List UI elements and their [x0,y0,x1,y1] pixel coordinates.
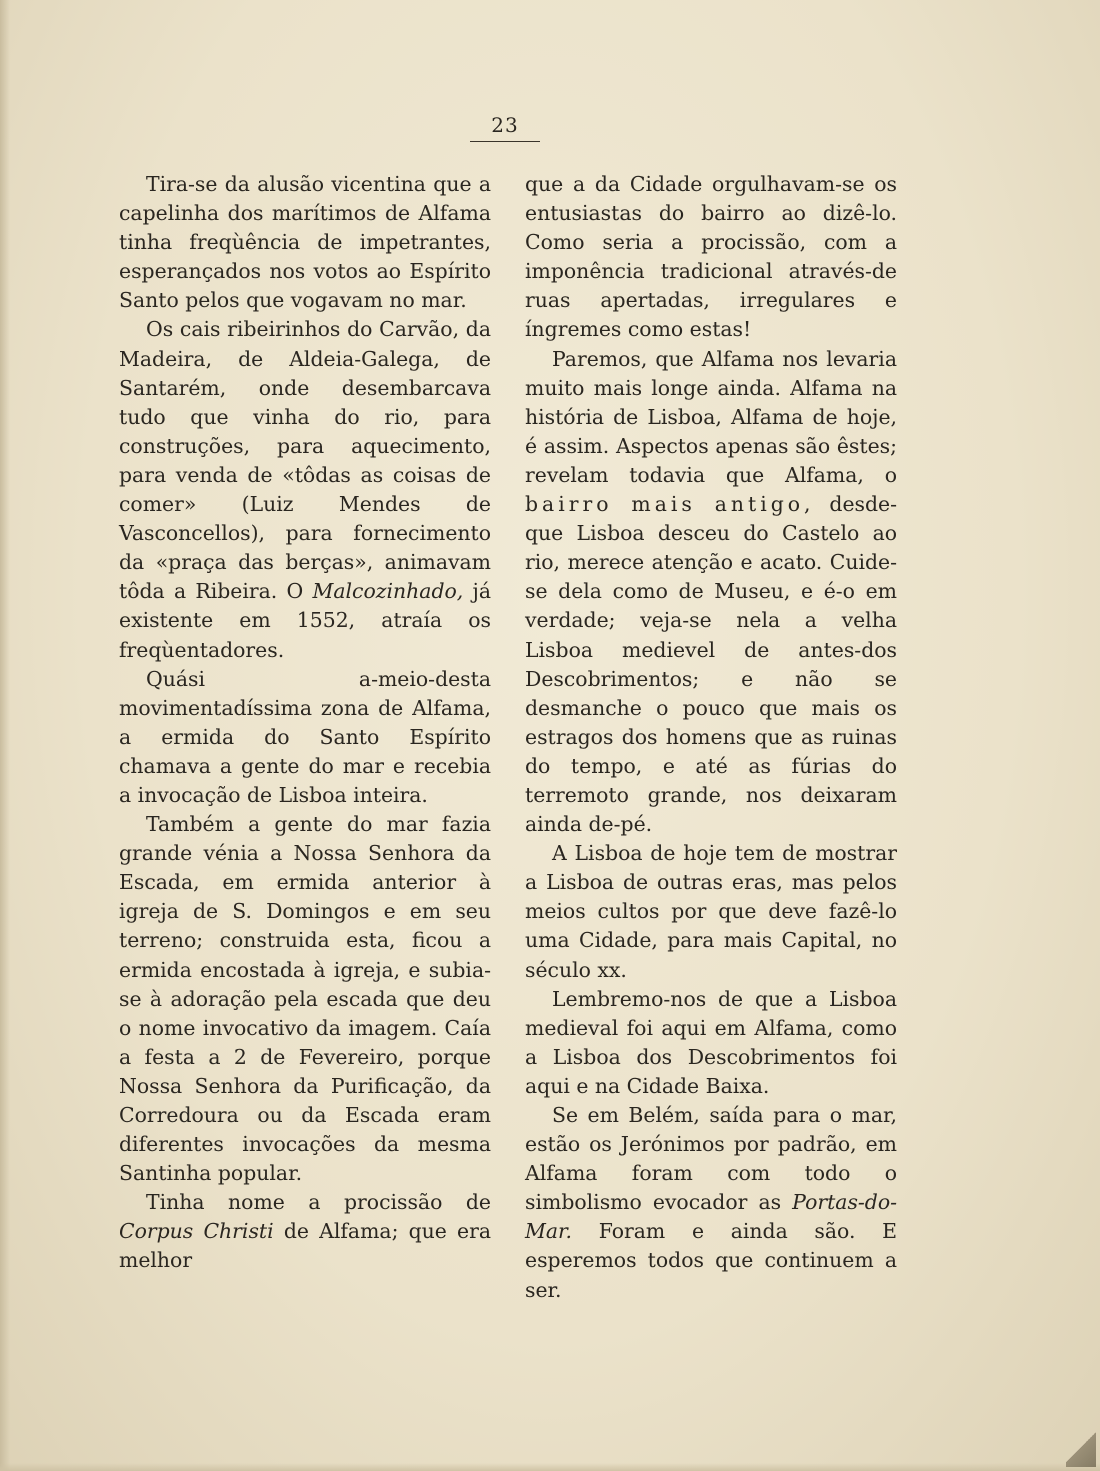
text-run: Tinha nome a procissão de [146,1190,491,1215]
text-run: Paremos, que Alfama nos levaria muito mais longe ainda. Alfama na história de Lisboa, Alfama de hoje, é assim. Aspectos apenas são êstes; revelam todavia que Alfama, o [525,346,897,487]
italic-term: Malcozinhado, [312,579,464,604]
page-edge-shadow [0,0,10,1471]
spaced-emphasis: bairro mais antigo, [525,492,815,517]
text-run: desde-que Lisboa desceu do Castelo ao rio, merece atenção e acato. Cuide-se dela como de Museu, e é-o em verdade; veja-se nela a velha Lisboa medievel de antes-dos Descobrimentos; e não se desmanche o pouco que mais os estragos dos homens que as ruinas do tempo, e até as fúrias do terremoto grande, nos deixaram ainda de-pé. [525,492,897,837]
paragraph: A Lisboa de hoje tem de mostrar a Lisboa de outras eras, mas pelos meios cultos por que deve fazê-lo uma Cidade, para mais Capital, no século xx. [525,841,897,982]
paragraph: Quási a-meio-desta movimentadíssima zona de Alfama, a ermida do Santo Espírito chamava a gente do mar e recebia a invocação de Lisboa inteira. [119,666,491,807]
italic-term: Corpus Christi [119,1219,274,1244]
paragraph: que a da Cidade orgulhavam-se os entusiastas do bairro ao dizê-lo. Como seria a procissão, com a imponência tradicional através-de ruas apertadas, irregulares e íngremes como estas! [525,172,897,342]
paragraph: Lembremo-nos de que a Lisboa medieval foi aqui em Alfama, como a Lisboa dos Descobrimentos foi aqui e na Cidade Baixa. [525,986,897,1098]
text-run: Se em Belém, saída para o mar, estão os Jerónimos por padrão, em Alfama foram com todo o simbolismo evocador as [525,1103,897,1215]
text-run: já existente em 1552, atraía os freqùentadores. [119,579,491,662]
right-column [525,170,897,1305]
page-bottom-shadow [0,1463,1100,1471]
page-corner-fold [1066,1427,1096,1467]
italic-term: Portas-do-Mar. [525,1190,898,1244]
left-column [119,170,491,1276]
paragraph [525,345,897,840]
page-number: 23 [470,113,540,142]
text-run: de Alfama; que era melhor [119,1219,492,1273]
paragraph [525,1101,897,1305]
paragraph [119,315,491,664]
paragraph: Tira-se da alusão vicentina que a capelinha dos marítimos de Alfama tinha freqùência de impetrantes, esperançados nos votos ao Espírito Santo pelos que vogavam no mar. [119,172,491,313]
text-run: Foram e ainda são. E esperemos todos que continuem a ser. [525,1219,897,1302]
text-run: Os cais ribeirinhos do Carvão, da Madeira, de Aldeia-Galega, de Santarém, onde desembarcava tudo que vinha do rio, para construções, para aquecimento, para venda de «tôdas as coisas de comer» (Luiz Mendes de Vasconcellos), para fornecimento da «praça das berças», animavam tôda a Ribeira. O [119,317,491,604]
paragraph: Também a gente do mar fazia grande vénia a Nossa Senhora da Escada, em ermida anterior à igreja de S. Domingos e em seu terreno; construida esta, ficou a ermida encostada à igreja, e subia-se à adoração pela escada que deu o nome invocativo da imagem. Caía a festa a 2 de Fevereiro, porque Nossa Senhora da Purificação, da Corredoura ou da Escada eram diferentes invocações da mesma Santinha popular. [119,812,491,1186]
paragraph [119,1188,491,1275]
